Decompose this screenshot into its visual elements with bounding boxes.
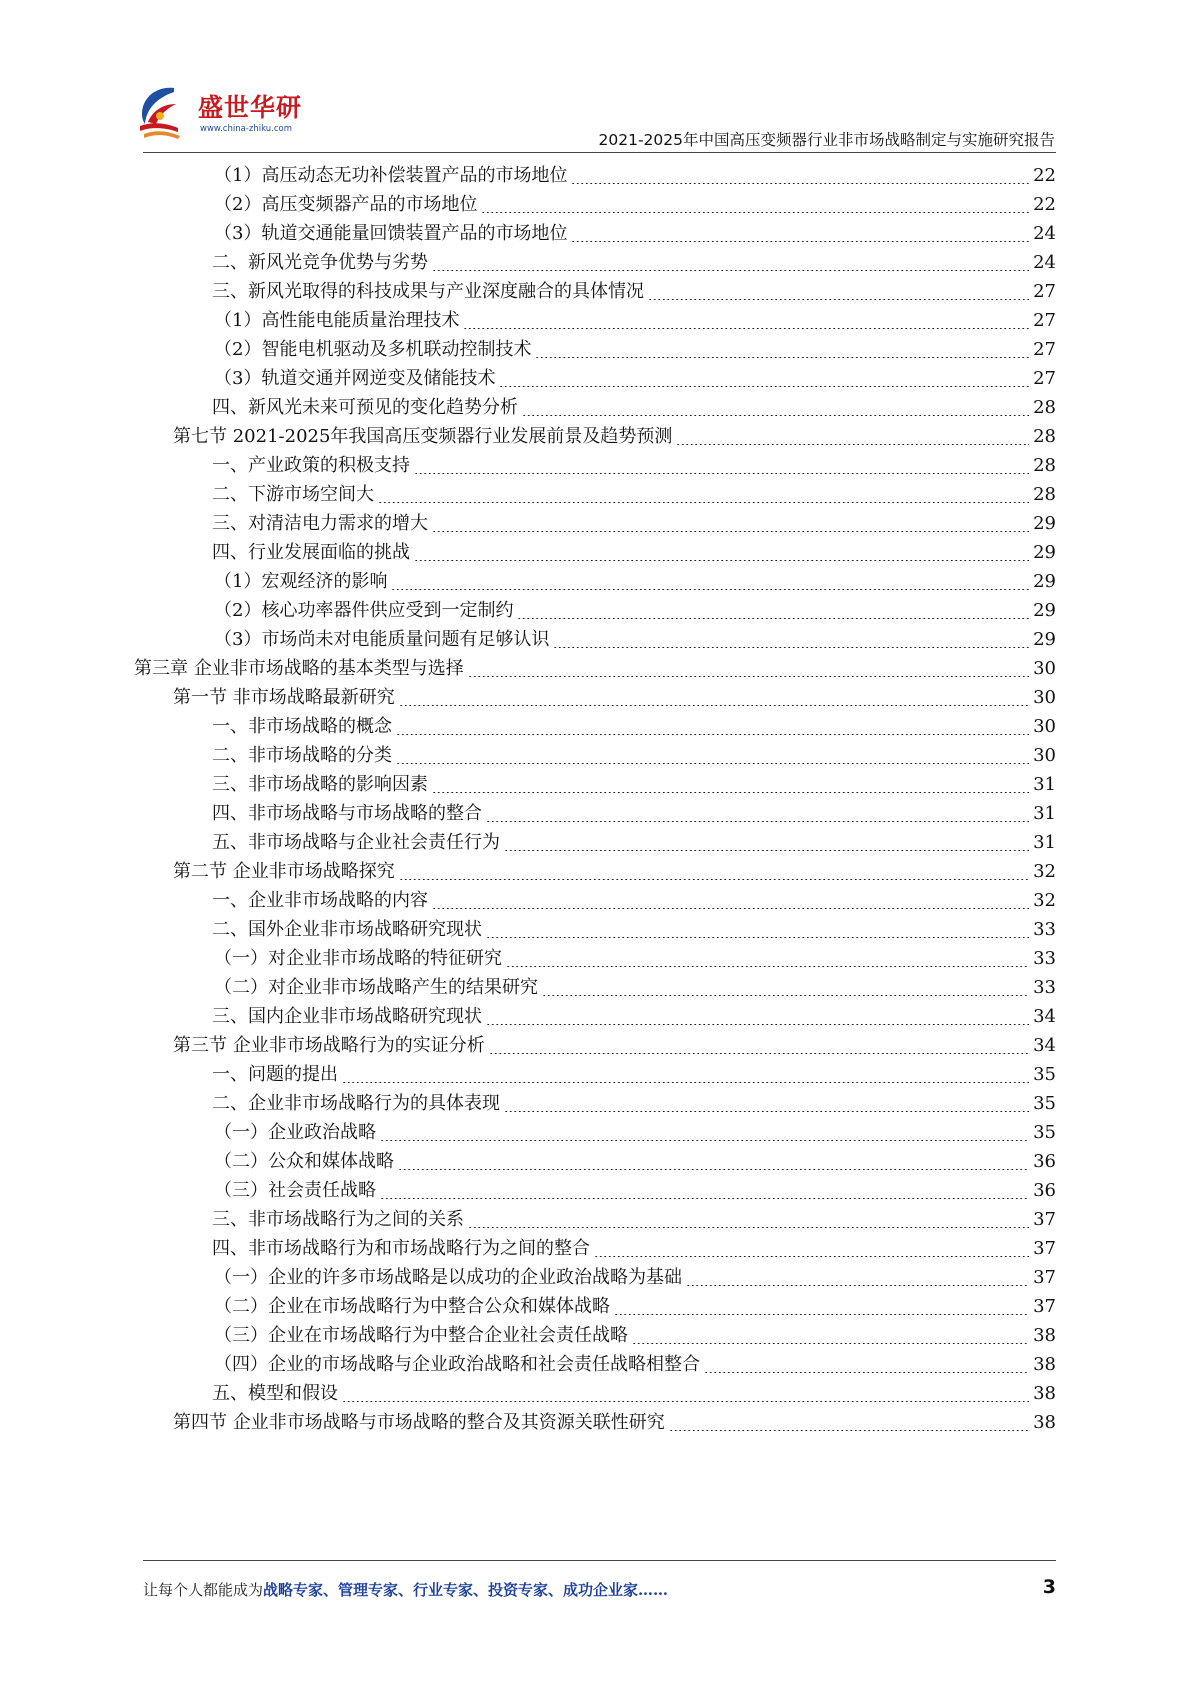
toc-entry[interactable] [214, 1263, 1056, 1292]
toc-entry-title: （1）高压动态无功补偿装置产品的市场地位 [214, 165, 568, 186]
toc-entry-title: 二、非市场战略的分类 [212, 745, 392, 766]
toc-dot-leader [414, 560, 1029, 561]
toc-entry-page: 35 [1033, 1064, 1056, 1085]
toc-entry-title: （三）企业在市场战略行为中整合企业社会责任战略 [214, 1325, 628, 1346]
toc-entry-page: 28 [1033, 455, 1056, 476]
logo-website-url: www.china-zhiku.com [200, 124, 292, 134]
toc-entry[interactable] [212, 1234, 1056, 1263]
toc-dot-leader [517, 618, 1029, 619]
toc-entry-title: 第一节 非市场战略最新研究 [173, 687, 395, 708]
toc-entry[interactable] [212, 1089, 1056, 1118]
toc-dot-leader [676, 444, 1029, 445]
toc-dot-leader [489, 1053, 1029, 1054]
toc-entry-title: （三）社会责任战略 [214, 1180, 376, 1201]
toc-entry-page: 22 [1033, 194, 1056, 215]
toc-entry-title: 四、新风光未来可预见的变化趋势分析 [212, 397, 518, 418]
toc-entry-title: （2）高压变频器产品的市场地位 [214, 194, 478, 215]
toc-entry-title: 二、新风光竞争优势与劣势 [212, 252, 428, 273]
toc-entry-page: 24 [1033, 252, 1056, 273]
toc-entry-title: 三、对清洁电力需求的增大 [212, 513, 428, 534]
toc-dot-leader [342, 1082, 1029, 1083]
toc-entry[interactable] [212, 915, 1056, 944]
toc-entry-page: 32 [1033, 861, 1056, 882]
toc-entry[interactable] [212, 828, 1056, 857]
toc-entry-title: （一）企业政治战略 [214, 1122, 376, 1143]
toc-entry-page: 38 [1033, 1412, 1056, 1433]
toc-entry[interactable] [214, 161, 1056, 190]
toc-dot-leader [432, 531, 1029, 532]
toc-dot-leader [378, 502, 1029, 503]
toc-entry[interactable] [212, 770, 1056, 799]
toc-entry-title: 第三节 企业非市场战略行为的实证分析 [173, 1035, 485, 1056]
company-logo [140, 82, 315, 150]
toc-entry[interactable] [212, 538, 1056, 567]
toc-entry-title: 一、非市场战略的概念 [212, 716, 392, 737]
toc-entry-page: 30 [1033, 716, 1056, 737]
toc-entry[interactable] [214, 973, 1056, 1002]
toc-dot-leader [571, 183, 1029, 184]
toc-entry-page: 28 [1033, 484, 1056, 505]
toc-dot-leader [398, 1169, 1029, 1170]
slogan-lead: 让每个人都能成为 [143, 1581, 264, 1599]
toc-entry-page: 29 [1033, 600, 1056, 621]
toc-entry-title: （四）企业的市场战略与企业政治战略和社会责任战略相整合 [214, 1354, 700, 1375]
toc-entry[interactable] [212, 886, 1056, 915]
toc-entry-title: 一、企业非市场战略的内容 [212, 890, 428, 911]
toc-dot-leader [432, 908, 1029, 909]
toc-entry-title: （二）企业在市场战略行为中整合公众和媒体战略 [214, 1296, 610, 1317]
toc-entry-title: 第四节 企业非市场战略与市场战略的整合及其资源关联性研究 [173, 1412, 665, 1433]
toc-entry[interactable] [212, 248, 1056, 277]
toc-entry[interactable] [173, 422, 1056, 451]
toc-dot-leader [632, 1343, 1029, 1344]
toc-entry-title: （一）企业的许多市场战略是以成功的企业政治战略为基础 [214, 1267, 682, 1288]
toc-entry-page: 35 [1033, 1093, 1056, 1114]
slogan-highlight: 战略专家、管理专家、行业专家、投资专家、成功企业家…… [263, 1581, 669, 1599]
toc-entry-page: 29 [1033, 571, 1056, 592]
toc-entry-page: 36 [1033, 1180, 1056, 1201]
toc-entry-title: （1）高性能电能质量治理技术 [214, 310, 460, 331]
toc-dot-leader [486, 1024, 1029, 1025]
toc-entry[interactable] [212, 741, 1056, 770]
toc-entry[interactable] [134, 654, 1056, 683]
toc-dot-leader [686, 1285, 1029, 1286]
toc-entry[interactable] [214, 219, 1056, 248]
toc-entry-page: 38 [1033, 1354, 1056, 1375]
toc-entry-title: 三、非市场战略行为之间的关系 [212, 1209, 464, 1230]
toc-entry[interactable] [214, 1176, 1056, 1205]
toc-entry-title: 三、非市场战略的影响因素 [212, 774, 428, 795]
toc-dot-leader [463, 328, 1029, 329]
toc-dot-leader [380, 1140, 1029, 1141]
toc-entry-title: 四、非市场战略行为和市场战略行为之间的整合 [212, 1238, 590, 1259]
toc-entry[interactable] [212, 480, 1056, 509]
toc-entry-title: （3）轨道交通能量回馈装置产品的市场地位 [214, 223, 568, 244]
toc-entry-page: 37 [1033, 1238, 1056, 1259]
toc-entry[interactable] [214, 335, 1056, 364]
toc-entry-title: （一）对企业非市场战略的特征研究 [214, 948, 502, 969]
toc-entry-page: 34 [1033, 1035, 1056, 1056]
toc-dot-leader [542, 995, 1029, 996]
toc-dot-leader [391, 589, 1029, 590]
toc-entry-page: 31 [1033, 832, 1056, 853]
toc-dot-leader [481, 212, 1029, 213]
toc-entry-title: 第二节 企业非市场战略探究 [173, 861, 395, 882]
toc-entry-page: 27 [1033, 281, 1056, 302]
toc-entry-page: 33 [1033, 948, 1056, 969]
toc-dot-leader [432, 270, 1029, 271]
toc-entry-title: （二）对企业非市场战略产生的结果研究 [214, 977, 538, 998]
toc-entry[interactable] [212, 1379, 1056, 1408]
toc-entry-title: （2）智能电机驱动及多机联动控制技术 [214, 339, 532, 360]
toc-entry-page: 38 [1033, 1325, 1056, 1346]
toc-dot-leader [414, 473, 1029, 474]
toc-entry-title: （二）公众和媒体战略 [214, 1151, 394, 1172]
toc-entry-title: 三、新风光取得的科技成果与产业深度融合的具体情况 [212, 281, 644, 302]
toc-dot-leader [504, 1111, 1029, 1112]
toc-entry-title: 五、模型和假设 [212, 1383, 338, 1404]
toc-entry-page: 30 [1033, 658, 1056, 679]
toc-dot-leader [669, 1430, 1029, 1431]
toc-entry-page: 29 [1033, 513, 1056, 534]
toc-entry-title: 二、下游市场空间大 [212, 484, 374, 505]
toc-entry-title: 二、国外企业非市场战略研究现状 [212, 919, 482, 940]
toc-dot-leader [535, 357, 1029, 358]
toc-entry-page: 31 [1033, 803, 1056, 824]
toc-entry-page: 36 [1033, 1151, 1056, 1172]
toc-entry[interactable] [214, 1350, 1056, 1379]
toc-entry[interactable] [214, 1147, 1056, 1176]
toc-entry[interactable] [212, 509, 1056, 538]
report-title: 2021-2025年中国高压变频器行业非市场战略制定与实施研究报告 [598, 131, 1055, 149]
toc-entry[interactable] [212, 1205, 1056, 1234]
toc-entry[interactable] [214, 1292, 1056, 1321]
toc-dot-leader [396, 734, 1029, 735]
toc-entry[interactable] [212, 712, 1056, 741]
toc-entry-title: 四、行业发展面临的挑战 [212, 542, 410, 563]
toc-dot-leader [499, 386, 1029, 387]
toc-entry-title: 五、非市场战略与企业社会责任行为 [212, 832, 500, 853]
toc-entry[interactable] [214, 625, 1056, 654]
toc-dot-leader [486, 937, 1029, 938]
toc-entry[interactable] [214, 306, 1056, 335]
toc-entry[interactable] [212, 277, 1056, 306]
toc-entry-page: 31 [1033, 774, 1056, 795]
toc-dot-leader [571, 241, 1029, 242]
toc-entry-page: 30 [1033, 687, 1056, 708]
toc-entry-page: 29 [1033, 629, 1056, 650]
toc-dot-leader [342, 1401, 1029, 1402]
toc-dot-leader [553, 647, 1029, 648]
toc-entry[interactable] [214, 1321, 1056, 1350]
toc-dot-leader [648, 299, 1029, 300]
toc-entry[interactable] [212, 799, 1056, 828]
toc-entry-page: 22 [1033, 165, 1056, 186]
toc-entry-title: 三、国内企业非市场战略研究现状 [212, 1006, 482, 1027]
page-number: 3 [1042, 1576, 1056, 1598]
toc-dot-leader [522, 415, 1029, 416]
logo-emblem-icon [134, 82, 194, 142]
toc-entry-page: 33 [1033, 977, 1056, 998]
toc-dot-leader [506, 966, 1029, 967]
toc-dot-leader [396, 763, 1029, 764]
toc-entry[interactable] [173, 1031, 1056, 1060]
header-divider [143, 152, 1056, 153]
toc-entry-title: 一、问题的提出 [212, 1064, 338, 1085]
toc-dot-leader [468, 676, 1029, 677]
toc-entry-page: 37 [1033, 1296, 1056, 1317]
toc-dot-leader [432, 792, 1029, 793]
toc-dot-leader [380, 1198, 1029, 1199]
toc-dot-leader [399, 879, 1029, 880]
toc-dot-leader [704, 1372, 1029, 1373]
toc-entry-title: 第三章 企业非市场战略的基本类型与选择 [134, 658, 464, 679]
toc-dot-leader [614, 1314, 1029, 1315]
toc-entry-title: （2）核心功率器件供应受到一定制约 [214, 600, 514, 621]
toc-dot-leader [504, 850, 1029, 851]
toc-entry[interactable] [214, 567, 1056, 596]
toc-entry[interactable] [214, 1118, 1056, 1147]
toc-entry-page: 33 [1033, 919, 1056, 940]
toc-entry-page: 29 [1033, 542, 1056, 563]
toc-dot-leader [468, 1227, 1029, 1228]
toc-entry[interactable] [173, 683, 1056, 712]
toc-entry[interactable] [214, 596, 1056, 625]
logo-brand-name: 盛世华研 [198, 93, 303, 122]
toc-entry-page: 37 [1033, 1267, 1056, 1288]
toc-entry-page: 24 [1033, 223, 1056, 244]
toc-entry-title: 第七节 2021-2025年我国高压变频器行业发展前景及趋势预测 [173, 426, 673, 447]
toc-entry-page: 27 [1033, 310, 1056, 331]
toc-entry-title: 四、非市场战略与市场战略的整合 [212, 803, 482, 824]
toc-entry-page: 35 [1033, 1122, 1056, 1143]
toc-entry-page: 27 [1033, 368, 1056, 389]
toc-dot-leader [594, 1256, 1029, 1257]
toc-entry-page: 27 [1033, 339, 1056, 360]
toc-entry-page: 38 [1033, 1383, 1056, 1404]
toc-dot-leader [486, 821, 1029, 822]
toc-entry-title: （1）宏观经济的影响 [214, 571, 388, 592]
toc-entry-title: 一、产业政策的积极支持 [212, 455, 410, 476]
page-header [0, 0, 1191, 150]
toc-dot-leader [399, 705, 1029, 706]
toc-entry-page: 28 [1033, 426, 1056, 447]
toc-entry[interactable] [214, 364, 1056, 393]
toc-entry[interactable] [212, 1060, 1056, 1089]
toc-entry[interactable] [212, 393, 1056, 422]
footer-divider [143, 1560, 1056, 1561]
toc-entry-page: 30 [1033, 745, 1056, 766]
toc-entry-page: 28 [1033, 397, 1056, 418]
toc-entry[interactable] [173, 1408, 1056, 1437]
toc-entry[interactable] [212, 1002, 1056, 1031]
toc-entry-page: 32 [1033, 890, 1056, 911]
toc-entry[interactable] [214, 944, 1056, 973]
toc-entry-title: （3）市场尚未对电能质量问题有足够认识 [214, 629, 550, 650]
toc-entry[interactable] [212, 451, 1056, 480]
footer-slogan [143, 1579, 668, 1600]
toc-entry-title: 二、企业非市场战略行为的具体表现 [212, 1093, 500, 1114]
toc-entry[interactable] [173, 857, 1056, 886]
toc-entry-page: 34 [1033, 1006, 1056, 1027]
toc-entry-page: 37 [1033, 1209, 1056, 1230]
toc-entry[interactable] [214, 190, 1056, 219]
toc-entry-title: （3）轨道交通并网逆变及储能技术 [214, 368, 496, 389]
